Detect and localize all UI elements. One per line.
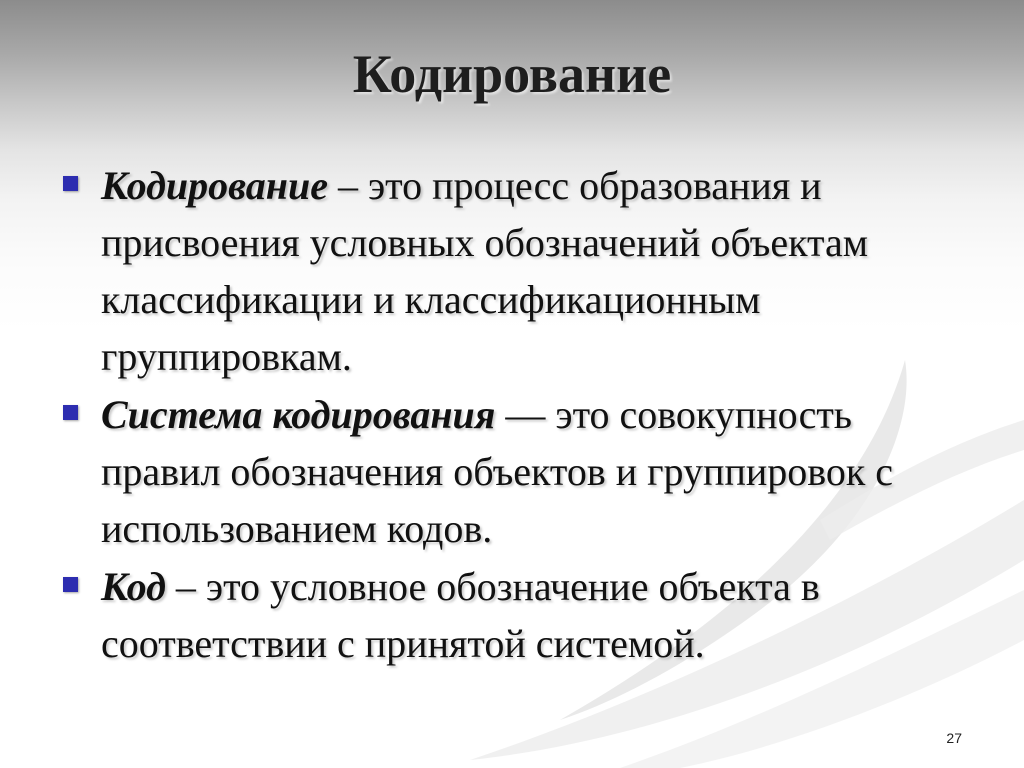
slide-title: Кодирование	[352, 44, 672, 104]
page-number: 27	[946, 730, 962, 746]
bullet-term: Кодирование	[101, 163, 328, 208]
bullet-item-code	[63, 558, 968, 672]
bullet-definition: – это условное обозначение объекта в соответствии с принятой системой.	[101, 564, 820, 666]
bullet-text	[101, 558, 968, 672]
square-bullet-icon	[63, 577, 78, 592]
bullet-item-coding-system	[63, 386, 968, 557]
square-bullet-icon	[63, 176, 78, 191]
bullet-definition: — это совокупность правил обозначения объектов и группировок с использованием кодов.	[101, 392, 894, 551]
square-bullet-icon	[63, 405, 78, 420]
bullet-text	[101, 386, 968, 557]
bullet-definition: – это процесс образования и присвоения условных обозначений объектам классификации и классификационным группировкам.	[101, 163, 869, 379]
bullet-item-coding	[63, 157, 968, 385]
bullet-term: Код	[101, 564, 166, 609]
bullet-text	[101, 157, 968, 385]
bullet-term: Система кодирования	[101, 392, 496, 437]
